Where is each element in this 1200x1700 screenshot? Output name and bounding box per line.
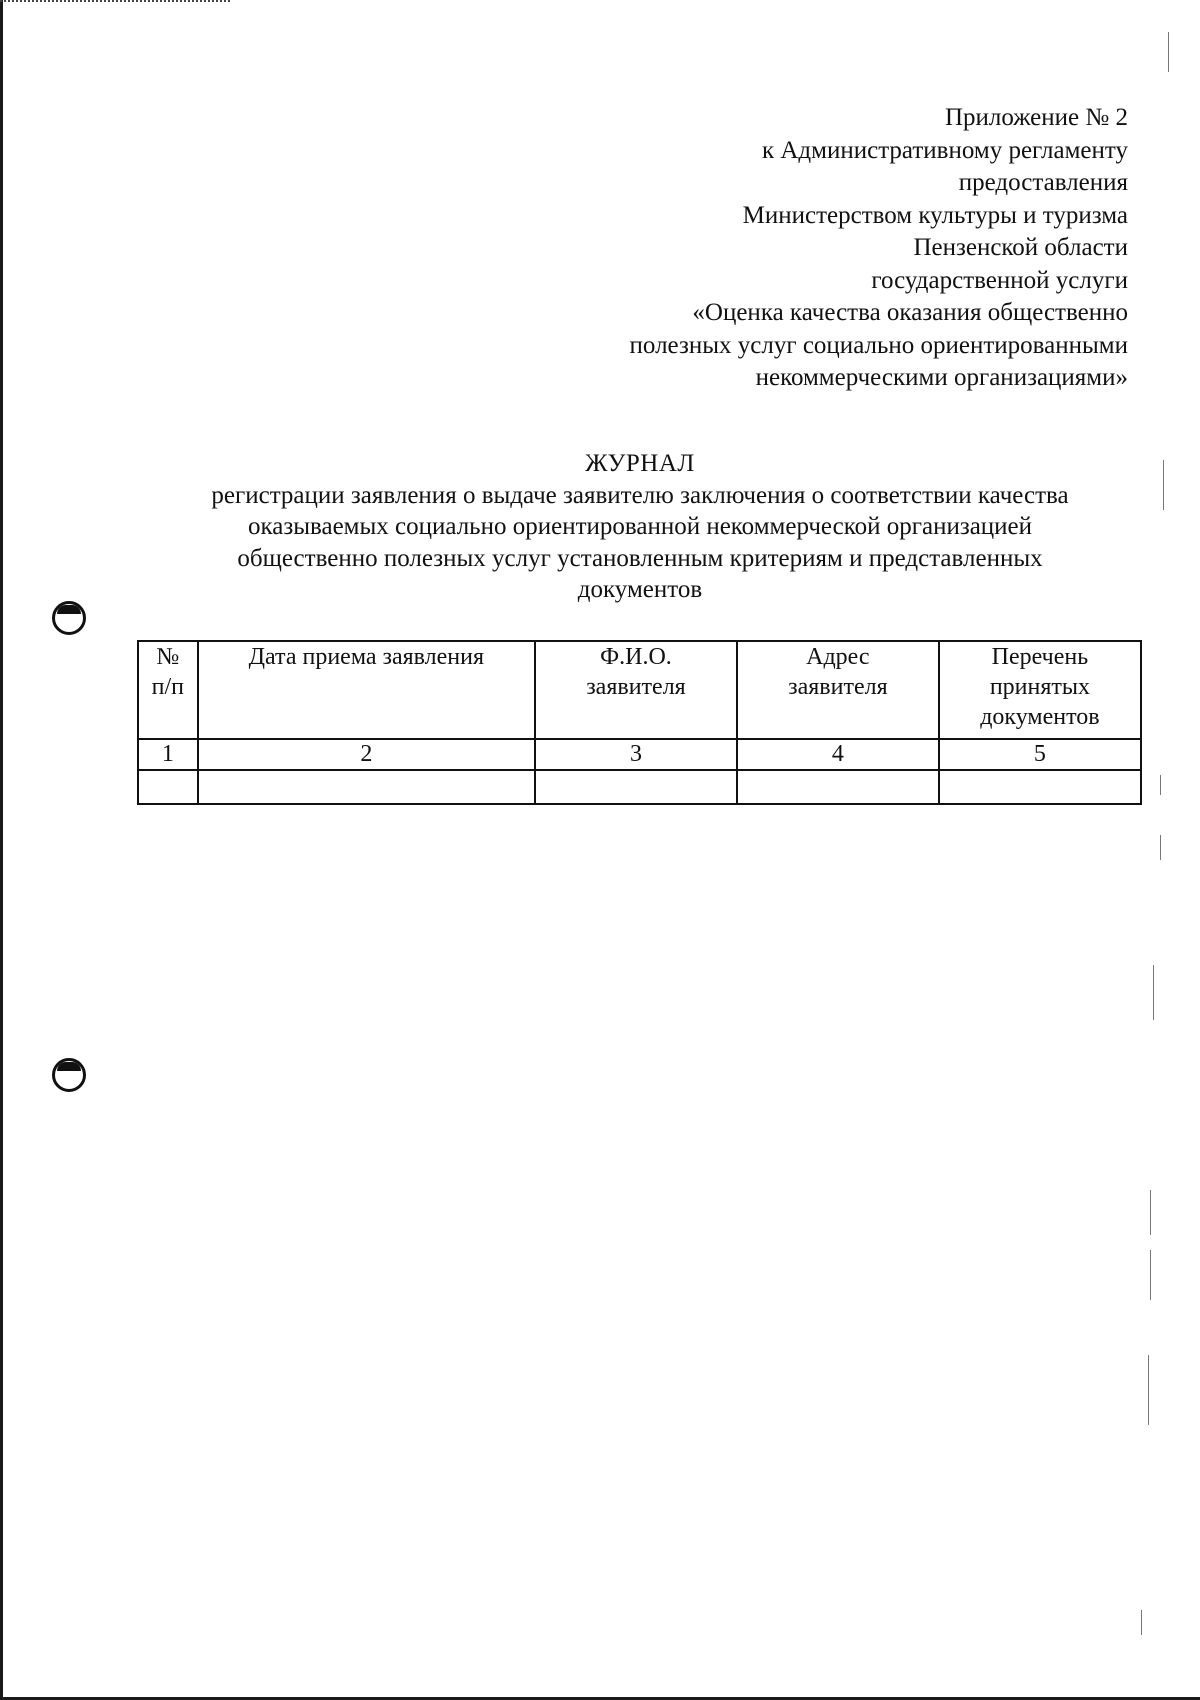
- punch-hole: [52, 601, 86, 635]
- table-row-empty: [138, 770, 1141, 804]
- journal-table: [137, 640, 1142, 805]
- table-cell-empty: [737, 770, 939, 804]
- scan-speck: [1150, 1190, 1151, 1235]
- approval-line: Министерством культуры и туризма: [742, 201, 1128, 229]
- scan-speck: [1141, 1610, 1142, 1635]
- header-line: документов: [980, 704, 1100, 730]
- approval-line: государственной услуги: [871, 266, 1128, 294]
- header-line: заявителя: [788, 674, 888, 700]
- title-line: регистрации заявления о выдаче заявителю заключения о соответствии качества: [211, 481, 1069, 509]
- approval-line: к Административному регламенту: [761, 136, 1128, 164]
- table-cell-empty: [138, 770, 198, 804]
- column-number-row: [138, 739, 1141, 770]
- title-line: оказываемых социально ориентированной некоммерческой организацией: [247, 513, 1033, 540]
- header-line: Перечень: [991, 644, 1089, 670]
- document-title: [140, 448, 1140, 606]
- scan-edge-top-mark: [0, 0, 230, 4]
- approval-line: полезных услуг социально ориентированными: [629, 331, 1128, 359]
- table-cell-empty: [535, 770, 737, 804]
- column-number: 3: [535, 739, 737, 770]
- scan-speck: [1150, 1250, 1151, 1300]
- header-line: п/п: [151, 674, 185, 700]
- approval-line: некоммерческими организациями»: [755, 364, 1128, 391]
- header-number: [138, 641, 198, 739]
- scan-edge-left: [0, 0, 3, 1700]
- table-cell-empty: [939, 770, 1141, 804]
- scan-speck: [1168, 32, 1169, 72]
- title-heading: ЖУРНАЛ: [585, 450, 695, 477]
- scan-speck: [1160, 835, 1161, 860]
- table-header-row: [138, 641, 1141, 739]
- scan-speck: [1148, 1355, 1149, 1425]
- header-applicant-address: [737, 641, 939, 739]
- punch-hole: [52, 1058, 86, 1092]
- header-line: Адрес: [806, 644, 870, 670]
- column-number: 4: [737, 739, 939, 770]
- header-line: №: [156, 644, 180, 670]
- approval-line: Приложение № 2: [944, 104, 1128, 131]
- column-number: 2: [198, 739, 535, 770]
- column-number: 5: [939, 739, 1141, 770]
- header-line: Дата приема заявления: [248, 644, 485, 670]
- title-line: общественно полезных услуг установленным критериям и представленных: [237, 544, 1043, 572]
- table-cell-empty: [198, 770, 535, 804]
- approval-line: «Оценка качества оказания общественно: [692, 299, 1128, 326]
- title-line: документов: [577, 576, 703, 603]
- column-number: 1: [138, 739, 198, 770]
- header-date: [198, 641, 535, 739]
- header-line: Ф.И.О.: [600, 644, 672, 670]
- approval-block: [428, 102, 1128, 395]
- approval-line: предоставления: [958, 169, 1128, 196]
- header-line: заявителя: [586, 674, 686, 700]
- scan-speck: [1153, 965, 1154, 1020]
- approval-line: Пензенской области: [913, 234, 1128, 261]
- header-documents-list: [939, 641, 1141, 739]
- scan-speck: [1163, 460, 1164, 510]
- header-applicant-name: [535, 641, 737, 739]
- scan-speck: [1160, 775, 1161, 795]
- header-line: принятых: [989, 674, 1090, 700]
